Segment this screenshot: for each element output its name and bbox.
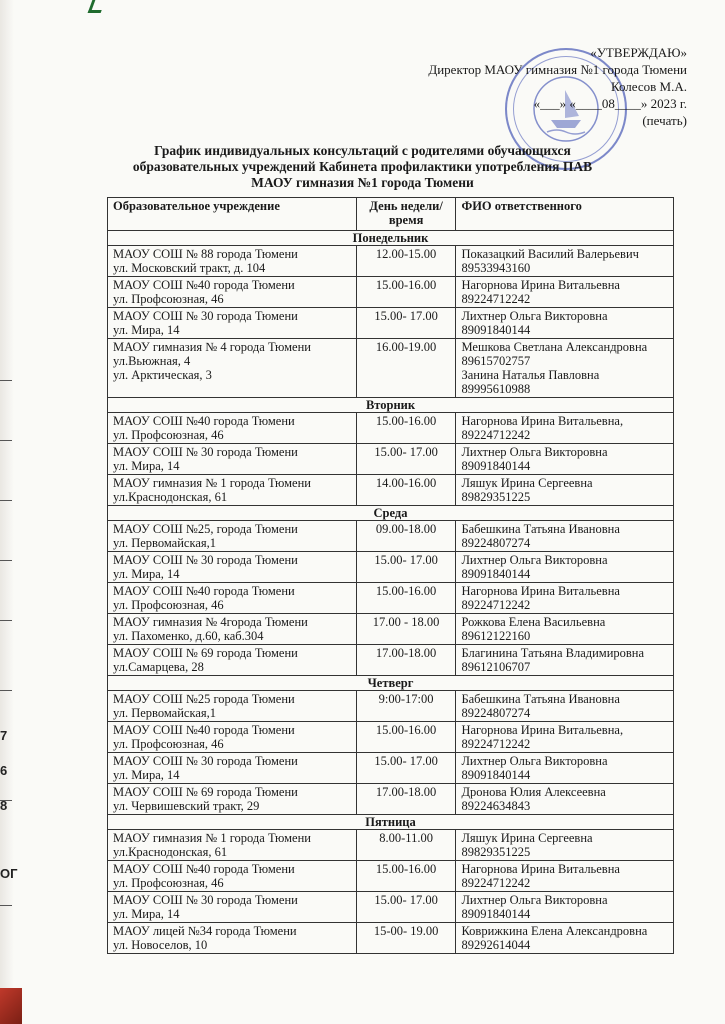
responsible-line: 89995610988 <box>461 382 531 396</box>
school-cell <box>108 444 357 475</box>
responsible-line: 89091840144 <box>461 567 531 581</box>
edge-rule <box>0 620 12 621</box>
responsible-line: Лихтнер Ольга Викторовна <box>461 309 608 323</box>
approve-position: Директор МАОУ гимназия №1 города Тюмени <box>428 62 687 77</box>
time-cell: 8.00-11.00 <box>356 830 456 861</box>
table-row <box>108 722 674 753</box>
edge-rule <box>0 905 12 906</box>
approval-block <box>357 44 687 129</box>
school-cell <box>108 521 357 552</box>
school-line: МАОУ СОШ №25 города Тюмени <box>113 692 295 706</box>
table-row <box>108 521 674 552</box>
top-ink-mark <box>88 0 106 13</box>
school-cell <box>108 830 357 861</box>
school-line: МАОУ СОШ №40 города Тюмени <box>113 862 295 876</box>
responsible-cell <box>456 614 674 645</box>
responsible-line: Лихтнер Ольга Викторовна <box>461 553 608 567</box>
school-line: ул. Первомайская,1 <box>113 536 217 550</box>
responsible-cell <box>456 892 674 923</box>
table-row <box>108 691 674 722</box>
school-line: ул. Арктическая, 3 <box>113 368 212 382</box>
school-cell <box>108 892 357 923</box>
school-line: ул. Московский тракт, д. 104 <box>113 261 266 275</box>
responsible-line: 89224712242 <box>461 292 531 306</box>
responsible-cell <box>456 722 674 753</box>
time-cell: 17.00 - 18.00 <box>356 614 456 645</box>
edge-rule <box>0 440 12 441</box>
header-day-time: День недели/время <box>356 198 456 231</box>
edge-rule <box>0 560 12 561</box>
title-line: МАОУ гимназия №1 города Тюмени <box>251 175 474 190</box>
school-cell <box>108 552 357 583</box>
responsible-line: 89292614044 <box>461 938 531 952</box>
table-row <box>108 645 674 676</box>
header-responsible: ФИО ответственного <box>456 198 674 231</box>
edge-label: 6 <box>0 763 8 778</box>
responsible-cell <box>456 583 674 614</box>
edge-rule <box>0 500 12 501</box>
time-cell: 15.00- 17.00 <box>356 753 456 784</box>
school-cell <box>108 246 357 277</box>
time-cell: 14.00-16.00 <box>356 475 456 506</box>
time-cell: 9:00-17:00 <box>356 691 456 722</box>
responsible-line: Рожкова Елена Васильевна <box>461 615 606 629</box>
time-cell: 15.00-16.00 <box>356 413 456 444</box>
responsible-line: Показацкий Василий Валерьевич <box>461 247 639 261</box>
responsible-line: Нагорнова Ирина Витальевна, <box>461 723 624 737</box>
school-line: ул. Мира, 14 <box>113 323 180 337</box>
document-title <box>0 143 725 191</box>
time-cell: 15.00-16.00 <box>356 722 456 753</box>
school-line: ул.Краснодонская, 61 <box>113 490 228 504</box>
responsible-line: 89224712242 <box>461 598 531 612</box>
responsible-line: 89829351225 <box>461 490 531 504</box>
responsible-line: 89829351225 <box>461 845 531 859</box>
responsible-line: 89224807274 <box>461 536 531 550</box>
school-line: МАОУ СОШ № 30 города Тюмени <box>113 445 298 459</box>
school-cell <box>108 784 357 815</box>
school-line: ул. Новоселов, 10 <box>113 938 208 952</box>
school-line: МАОУ СОШ №40 города Тюмени <box>113 584 295 598</box>
day-label: Среда <box>108 506 674 521</box>
time-cell: 15.00-16.00 <box>356 583 456 614</box>
school-cell <box>108 722 357 753</box>
responsible-line: 89612106707 <box>461 660 531 674</box>
table-row <box>108 308 674 339</box>
school-cell <box>108 753 357 784</box>
table-row <box>108 339 674 398</box>
school-cell <box>108 339 357 398</box>
responsible-line: Мешкова Светлана Александровна <box>461 340 648 354</box>
time-cell: 15.00- 17.00 <box>356 444 456 475</box>
responsible-cell <box>456 784 674 815</box>
school-line: ул. Профсоюзная, 46 <box>113 598 224 612</box>
time-cell: 15.00-16.00 <box>356 277 456 308</box>
school-line: ул. Пахоменко, д.60, каб.304 <box>113 629 264 643</box>
responsible-line: Занина Наталья Павловна <box>461 368 600 382</box>
school-line: МАОУ СОШ № 69 города Тюмени <box>113 785 298 799</box>
school-cell <box>108 413 357 444</box>
school-cell <box>108 583 357 614</box>
school-line: МАОУ гимназия № 1 города Тюмени <box>113 476 311 490</box>
responsible-line: Дронова Юлия Алексеевна <box>461 785 606 799</box>
day-label: Пятница <box>108 815 674 830</box>
time-cell: 15.00-16.00 <box>356 861 456 892</box>
responsible-line: Бабешкина Татьяна Ивановна <box>461 692 620 706</box>
consultation-schedule-table <box>107 197 674 954</box>
responsible-cell <box>456 308 674 339</box>
responsible-cell <box>456 753 674 784</box>
time-cell: 12.00-15.00 <box>356 246 456 277</box>
responsible-cell <box>456 552 674 583</box>
school-line: МАОУ СОШ №40 города Тюмени <box>113 723 295 737</box>
responsible-line: 89091840144 <box>461 907 531 921</box>
table-row <box>108 444 674 475</box>
school-line: МАОУ СОШ № 30 города Тюмени <box>113 893 298 907</box>
school-cell <box>108 475 357 506</box>
school-cell <box>108 614 357 645</box>
approve-heading: «УТВЕРЖДАЮ» <box>590 45 687 60</box>
responsible-line: 89091840144 <box>461 768 531 782</box>
responsible-cell <box>456 246 674 277</box>
school-line: МАОУ СОШ №40 города Тюмени <box>113 414 295 428</box>
school-cell <box>108 308 357 339</box>
responsible-line: 89615702757 <box>461 354 531 368</box>
day-row <box>108 676 674 691</box>
edge-rule <box>0 380 12 381</box>
time-cell: 16.00-19.00 <box>356 339 456 398</box>
school-line: ул. Червишевский тракт, 29 <box>113 799 260 813</box>
school-line: ул. Мира, 14 <box>113 567 180 581</box>
school-line: МАОУ СОШ № 88 города Тюмени <box>113 247 298 261</box>
school-cell <box>108 645 357 676</box>
school-line: МАОУ лицей №34 города Тюмени <box>113 924 297 938</box>
school-line: ул.Вьюжная, 4 <box>113 354 191 368</box>
table-row <box>108 830 674 861</box>
responsible-cell <box>456 339 674 398</box>
table-row <box>108 583 674 614</box>
responsible-line: Нагорнова Ирина Витальевна <box>461 278 620 292</box>
responsible-cell <box>456 277 674 308</box>
responsible-line: 89224807274 <box>461 706 531 720</box>
time-cell: 17.00-18.00 <box>356 645 456 676</box>
school-line: МАОУ СОШ № 30 города Тюмени <box>113 309 298 323</box>
school-cell <box>108 861 357 892</box>
title-line: График индивидуальных консультаций с родителями обучающихся <box>154 143 571 158</box>
table-row <box>108 413 674 444</box>
edge-rule <box>0 690 12 691</box>
responsible-line: Лихтнер Ольга Викторовна <box>461 754 608 768</box>
corner-mark <box>0 988 22 1024</box>
responsible-cell <box>456 413 674 444</box>
table-row <box>108 892 674 923</box>
table-header-row <box>108 198 674 231</box>
day-label: Вторник <box>108 398 674 413</box>
responsible-line: 89224634843 <box>461 799 531 813</box>
school-line: МАОУ СОШ №25, города Тюмени <box>113 522 298 536</box>
responsible-cell <box>456 861 674 892</box>
table-row <box>108 552 674 583</box>
day-label: Понедельник <box>108 231 674 246</box>
time-cell: 15.00- 17.00 <box>356 552 456 583</box>
school-line: ул. Мира, 14 <box>113 907 180 921</box>
responsible-line: Лихтнер Ольга Викторовна <box>461 893 608 907</box>
responsible-line: Ляшук Ирина Сергеевна <box>461 831 593 845</box>
responsible-cell <box>456 923 674 954</box>
responsible-line: 89224712242 <box>461 428 531 442</box>
time-cell: 15.00- 17.00 <box>356 892 456 923</box>
school-line: МАОУ СОШ № 30 города Тюмени <box>113 754 298 768</box>
school-line: ул. Профсоюзная, 46 <box>113 876 224 890</box>
day-row <box>108 506 674 521</box>
header-school: Образовательное учреждение <box>108 198 357 231</box>
school-line: ул. Первомайская,1 <box>113 706 217 720</box>
day-row <box>108 815 674 830</box>
table-row <box>108 784 674 815</box>
school-line: МАОУ СОШ № 69 города Тюмени <box>113 646 298 660</box>
school-line: ул. Мира, 14 <box>113 768 180 782</box>
table-row <box>108 246 674 277</box>
title-line: образовательных учреждений Кабинета профилактики употребления ПАВ <box>132 159 593 174</box>
day-row <box>108 231 674 246</box>
table-row <box>108 861 674 892</box>
time-cell: 09.00-18.00 <box>356 521 456 552</box>
responsible-line: Нагорнова Ирина Витальевна <box>461 862 620 876</box>
responsible-line: 89091840144 <box>461 459 531 473</box>
day-row <box>108 398 674 413</box>
school-line: МАОУ СОШ №40 города Тюмени <box>113 278 295 292</box>
time-cell: 15-00- 19.00 <box>356 923 456 954</box>
school-line: МАОУ гимназия № 1 города Тюмени <box>113 831 311 845</box>
responsible-line: Благинина Татьяна Владимировна <box>461 646 645 660</box>
table-row <box>108 614 674 645</box>
responsible-line: Бабешкина Татьяна Ивановна <box>461 522 620 536</box>
responsible-cell <box>456 475 674 506</box>
school-cell <box>108 691 357 722</box>
table-row <box>108 475 674 506</box>
responsible-line: Лихтнер Ольга Викторовна <box>461 445 608 459</box>
school-cell <box>108 277 357 308</box>
approve-name: Колесов М.А. <box>610 79 687 94</box>
day-label: Четверг <box>108 676 674 691</box>
school-line: МАОУ гимназия № 4 города Тюмени <box>113 340 311 354</box>
responsible-cell <box>456 521 674 552</box>
responsible-line: Коврижкина Елена Александровна <box>461 924 648 938</box>
responsible-cell <box>456 830 674 861</box>
responsible-line: 89533943160 <box>461 261 531 275</box>
school-line: ул. Мира, 14 <box>113 459 180 473</box>
approve-date: «___» «____08____» 2023 г. <box>533 96 687 111</box>
time-cell: 17.00-18.00 <box>356 784 456 815</box>
school-line: ул.Краснодонская, 61 <box>113 845 228 859</box>
table-row <box>108 753 674 784</box>
responsible-line: Ляшук Ирина Сергеевна <box>461 476 593 490</box>
responsible-line: 89091840144 <box>461 323 531 337</box>
school-line: ул.Самарцева, 28 <box>113 660 204 674</box>
school-line: МАОУ гимназия № 4города Тюмени <box>113 615 308 629</box>
responsible-cell <box>456 645 674 676</box>
responsible-line: 89612122160 <box>461 629 531 643</box>
approve-seal-note: (печать) <box>642 113 687 128</box>
responsible-line: 89224712242 <box>461 737 531 751</box>
edge-label: 8 <box>0 798 8 813</box>
school-line: ул. Профсоюзная, 46 <box>113 428 224 442</box>
school-line: ул. Профсоюзная, 46 <box>113 292 224 306</box>
time-cell: 15.00- 17.00 <box>356 308 456 339</box>
school-cell <box>108 923 357 954</box>
table-body <box>108 231 674 954</box>
table-row <box>108 923 674 954</box>
school-line: МАОУ СОШ № 30 города Тюмени <box>113 553 298 567</box>
responsible-cell <box>456 444 674 475</box>
responsible-line: 89224712242 <box>461 876 531 890</box>
edge-label: ОГ <box>0 866 18 881</box>
school-line: ул. Профсоюзная, 46 <box>113 737 224 751</box>
responsible-cell <box>456 691 674 722</box>
responsible-line: Нагорнова Ирина Витальевна <box>461 584 620 598</box>
edge-label: 7 <box>0 728 8 743</box>
table-row <box>108 277 674 308</box>
responsible-line: Нагорнова Ирина Витальевна, <box>461 414 624 428</box>
